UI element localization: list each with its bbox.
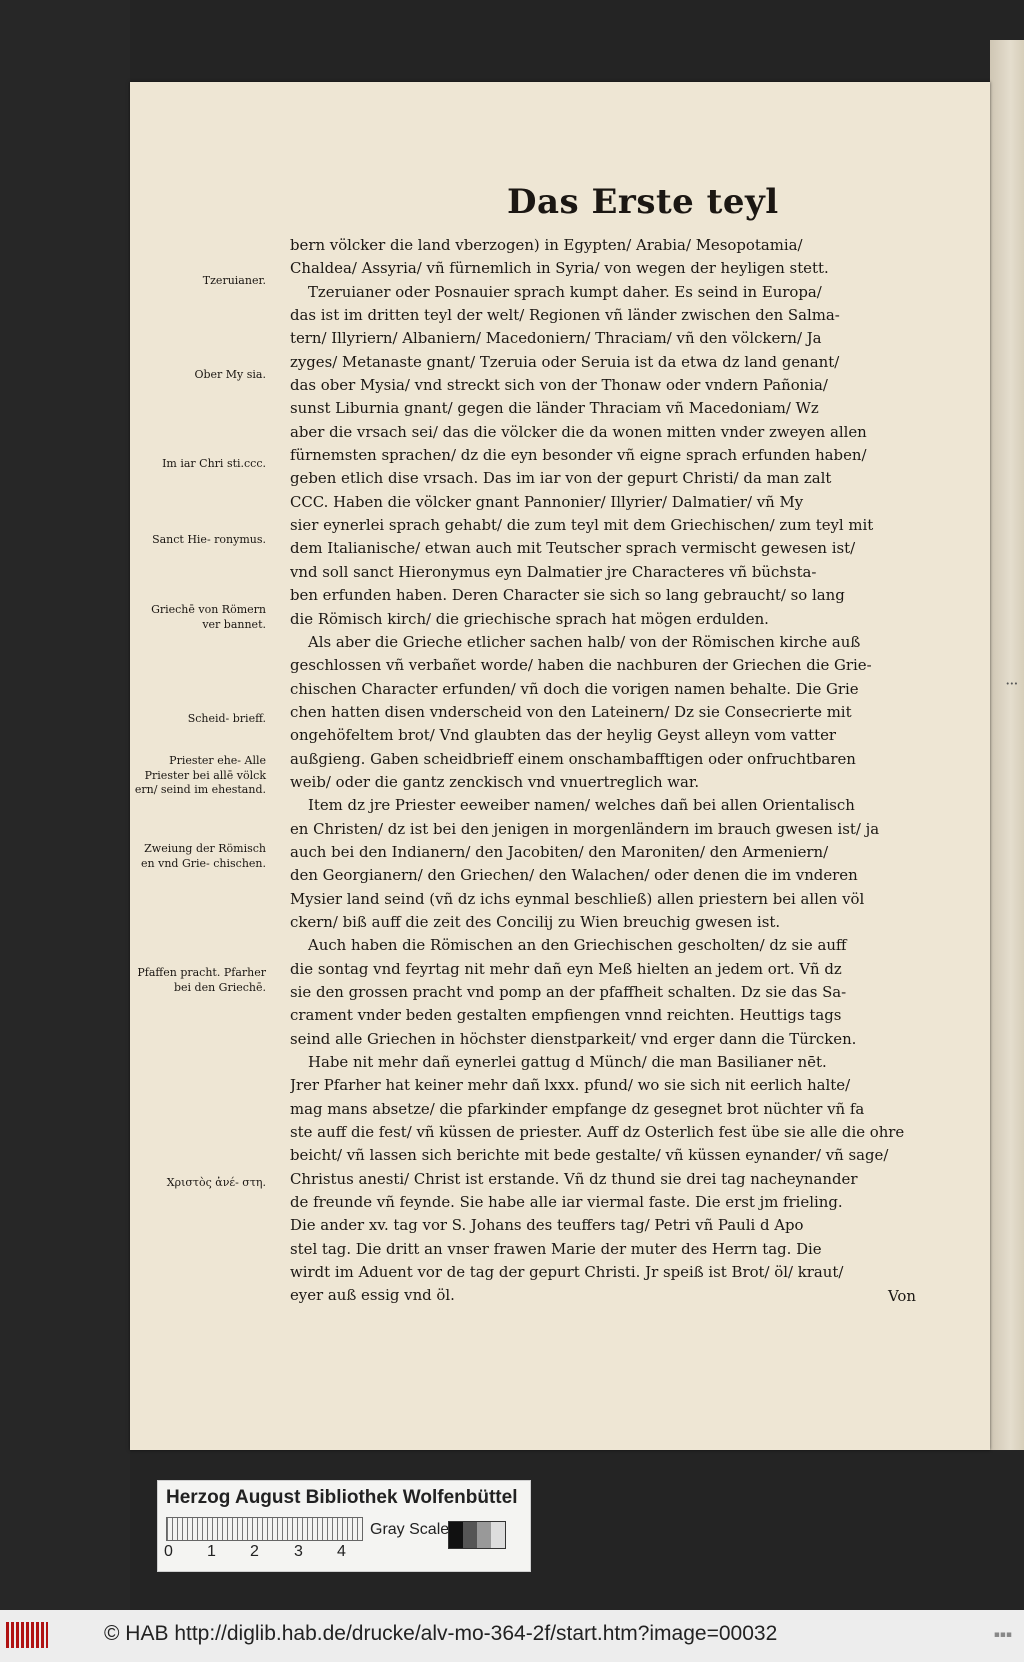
text-line: tern/ Illyriern/ Albaniern/ Macedoniern/ Thraciam/ vñ den völckern/ Ja: [290, 329, 822, 348]
text-line: chischen Character erfunden/ vñ doch die vorigen namen behalte. Die Grie: [290, 679, 859, 698]
ruler-numbers: [164, 1543, 364, 1563]
text-line: ckern/ biß auff die zeit des Concilij zu Wien breuchig gwesen ist.: [290, 912, 781, 931]
text-line: crament vnder beden gestalten empfiengen vnnd reichten. Heuttigs tags: [290, 1006, 842, 1025]
edge-mark: •••: [1005, 680, 1018, 688]
ruler-number: 3: [294, 1543, 303, 1560]
text-line: ongehöfeltem brot/ Vnd glaubten das der heylig Geyst alleyn vom vatter: [290, 726, 836, 745]
text-line: das ober Mysia/ vnd streckt sich von der Thonaw oder vndern Pañonia/: [290, 376, 828, 395]
hab-logo-icon: [6, 1622, 48, 1648]
text-line: chen hatten disen vnderscheid von den Lateinern/ Dz sie Consecrierte mit: [290, 702, 852, 721]
gray-tone-swatch: [491, 1522, 505, 1548]
ruler-number: 0: [164, 1543, 173, 1560]
text-line: eyer auß essig vnd öl.: [290, 1286, 455, 1305]
book-page: [130, 82, 990, 1450]
gray-tone-swatch: [477, 1522, 491, 1548]
text-line: geben etlich dise vrsach. Das im iar von der gepurt Christi/ da man zalt: [290, 469, 832, 488]
text-line: Auch haben die Römischen an den Griechischen gescholten/ dz sie auff: [308, 936, 847, 955]
gray-tone-swatch: [449, 1522, 463, 1548]
text-line: en Christen/ dz ist bei den jenigen in morgenländern im brauch gwesen ist/ ja: [290, 819, 880, 838]
marginal-note: Zweiung der Römisch en vnd Grie- chischen.: [141, 842, 266, 870]
text-line: Mysier land seind (vñ dz ichs eynmal beschließ) allen priestern bei allen völ: [290, 889, 865, 908]
footer-corner-mark: ▪▪▪: [993, 1630, 1012, 1640]
text-line: bern völcker die land vberzogen) in Egypten/ Arabia/ Mesopotamia/: [290, 236, 803, 254]
text-line: beicht/ vñ lassen sich berichte mit bede gestalte/ vñ küssen eynander/ vñ sage/: [290, 1146, 889, 1165]
text-line: ste auff die fest/ vñ küssen de priester. Auff dz Osterlich fest übe sie alle die ohre: [290, 1123, 905, 1142]
marginal-note: Scheid- brieff.: [187, 712, 266, 725]
gray-scale-label: Gray Scale: [370, 1521, 450, 1538]
text-line: mag mans absetze/ die pfarkinder empfange dz gesegnet brot nüchter vñ fa: [290, 1099, 865, 1118]
text-line: ben erfunden haben. Deren Character sie sich so lang gebraucht/ so lang: [290, 586, 845, 605]
text-line: dem Italianische/ etwan auch mit Teutscher sprach vermischt gewesen ist/: [290, 539, 856, 558]
ruler-number: 1: [207, 1543, 216, 1560]
text-line: den Georgianern/ den Griechen/ den Walachen/ oder denen die im vnderen: [290, 866, 858, 885]
text-line: Chaldea/ Assyria/ vñ fürnemlich in Syria/ von wegen der heyligen stett.: [290, 259, 829, 278]
footer-bar: [0, 1610, 1024, 1662]
catchword: Von: [888, 1286, 916, 1305]
marginal-note: Χριστὸς ἀνέ- στη.: [166, 1176, 266, 1189]
library-name: Herzog August Bibliothek Wolfenbüttel: [166, 1487, 518, 1508]
text-line: wirdt im Aduent vor de tag der gepurt Christi. Jr speiß ist Brot/ öl/ kraut/: [290, 1263, 844, 1282]
gray-scale-swatch: [448, 1521, 506, 1549]
marginal-note: Im iar Chri sti.ccc.: [162, 457, 266, 470]
text-line: das ist im dritten teyl der welt/ Regionen vñ länder zwischen den Salma-: [290, 306, 840, 325]
marginal-note: Griechē von Römern ver bannet.: [151, 603, 266, 631]
text-line: sunst Liburnia gnant/ gegen die länder Thraciam vñ Macedoniam/ Wz: [290, 399, 819, 418]
text-line: die Römisch kirch/ die griechische sprach hat mögen erdulden.: [290, 609, 769, 628]
running-head: Das Erste teyl: [507, 182, 779, 222]
text-line: weib/ oder die gantz zenckisch vnd vnuertreglich war.: [290, 772, 700, 791]
scan-background-left: [0, 0, 130, 1610]
text-line: Als aber die Grieche etlicher sachen halb/ von der Römischen kirche auß: [308, 632, 861, 651]
text-line: Item dz jre Priester eeweiber namen/ welches dañ bei allen Orientalisch: [308, 796, 855, 815]
text-line: vnd soll sanct Hieronymus eyn Dalmatier jre Characteres vñ büchsta-: [290, 562, 817, 581]
main-text-block: [290, 234, 916, 1308]
text-line: Jrer Pfarher hat keiner mehr dañ lxxx. pfund/ wo sie sich nit eerlich halte/: [290, 1076, 851, 1095]
marginal-note: Pfaffen pracht. Pfarher bei den Griechē.: [137, 966, 266, 994]
text-line: stel tag. Die dritt an vnser frawen Marie der muter des Herrn tag. Die: [290, 1239, 822, 1258]
text-line: die sontag vnd feyrtag nit mehr dañ eyn Meß hielten an jedem ort. Vñ dz: [290, 959, 842, 978]
text-line: Tzeruianer oder Posnauier sprach kumpt daher. Es seind in Europa/: [308, 282, 822, 301]
measurement-ruler: [166, 1517, 363, 1541]
library-label-card: [157, 1480, 531, 1572]
text-line: fürnemsten sprachen/ dz die eyn besonder vñ eigne sprach erfunden haben/: [290, 446, 867, 465]
text-line: CCC. Haben die völcker gnant Pannonier/ Illyrier/ Dalmatier/ vñ My: [290, 492, 804, 511]
text-line: sie den grossen pracht vnd pomp an der pfaffheit schalten. Dz sie das Sa-: [290, 983, 847, 1001]
text-line: zyges/ Metanaste gnant/ Tzeruia oder Seruia ist da etwa dz land genant/: [290, 352, 840, 371]
text-line: de freunde vñ feynde. Sie habe alle iar viermal faste. Die erst jm frieling.: [290, 1193, 843, 1212]
marginal-note: Tzeruianer.: [202, 274, 266, 287]
text-line: seind alle Griechen in höchster dienstparkeit/ vnd erger dann die Türcken.: [290, 1029, 857, 1048]
text-line: Habe nit mehr dañ eynerlei gattug d Münch/ die man Basilianer nēt.: [308, 1053, 827, 1072]
ruler-number: 4: [337, 1543, 346, 1560]
text-line: auch bei den Indianern/ den Jacobiten/ den Maroniten/ den Armeniern/: [290, 842, 829, 861]
marginal-note: Sanct Hie- ronymus.: [152, 533, 266, 546]
ruler-number: 2: [250, 1543, 259, 1560]
text-line: Christus anesti/ Christ ist erstande. Vñ dz thund sie drei tag nacheynander: [290, 1169, 858, 1188]
copyright-link[interactable]: © HAB http://diglib.hab.de/drucke/alv-mo-364-2f/start.htm?image=00032: [104, 1622, 778, 1645]
gray-tone-swatch: [463, 1522, 477, 1548]
text-line: aber die vrsach sei/ das die völcker die da wonen mitten vnder zweyen allen: [290, 422, 867, 441]
marginalia-column: [130, 82, 280, 1450]
marginal-note: Ober My sia.: [194, 368, 266, 381]
text-line: geschlossen vñ verbañet worde/ haben die nachburen der Griechen die Grie-: [290, 656, 872, 675]
text-line: Die ander xv. tag vor S. Johans des teuffers tag/ Petri vñ Pauli d Apo: [290, 1216, 804, 1235]
marginal-note: Priester ehe- Alle Priester bei allē völck ern/ seind im ehestand.: [134, 754, 266, 796]
text-line: außgieng. Gaben scheidbrieff einem onschambafftigen oder onfruchtbaren: [290, 749, 856, 768]
text-line: sier eynerlei sprach gehabt/ die zum teyl mit dem Griechischen/ zum teyl mit: [290, 516, 874, 535]
next-page-edge: [990, 40, 1024, 1450]
